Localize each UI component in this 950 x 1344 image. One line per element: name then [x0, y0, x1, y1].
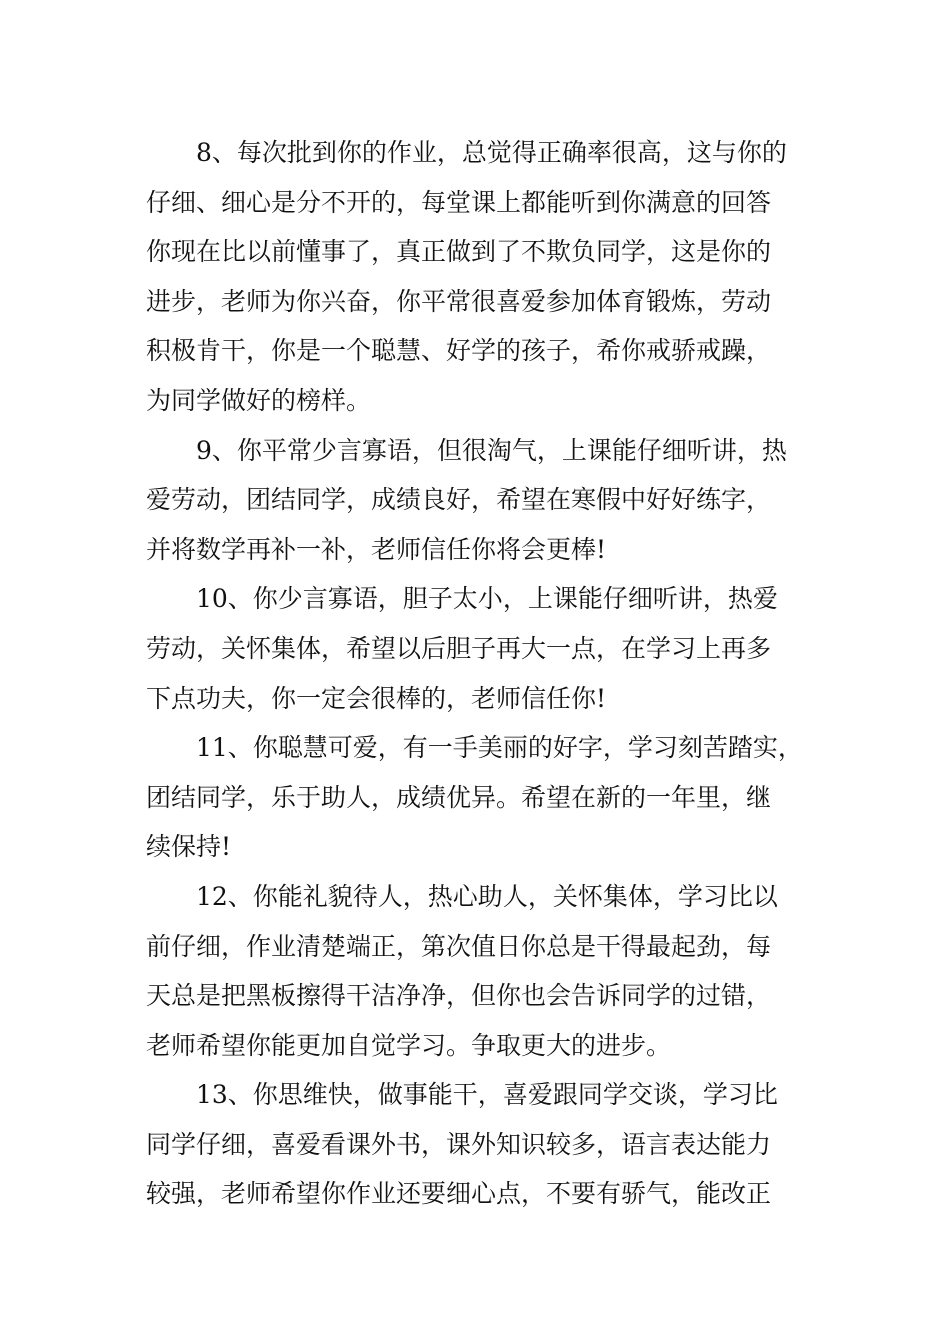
- text-line: 积极肯干，你是一个聪慧、好学的孩子，希你戒骄戒躁，: [146, 336, 772, 366]
- paragraph-12: [146, 872, 826, 1070]
- document-body: [146, 128, 826, 1219]
- text-line: 你现在比以前懂事了，真正做到了不欺负同学，这是你的: [146, 237, 772, 267]
- text-line: 下点功夫，你一定会很棒的，老师信任你!: [146, 683, 607, 713]
- text-line: 并将数学再补一补，老师信任你将会更棒!: [146, 534, 607, 564]
- paragraph-13: [146, 1070, 826, 1219]
- text-line: 续保持!: [146, 832, 232, 862]
- text-line: 前仔细，作业清楚端正，第次值日你总是干得最起劲，每: [146, 931, 772, 961]
- text-line: 劳动，关怀集体，希望以后胆子再大一点，在学习上再多: [146, 633, 772, 663]
- paragraph-8: [146, 128, 826, 426]
- text-line: 仔细、细心是分不开的，每堂课上都能听到你满意的回答: [146, 187, 772, 217]
- paragraph-9: [146, 426, 826, 575]
- text-line: 为同学做好的榜样。: [146, 385, 372, 415]
- text-line: 9、你平常少言寡语，但很淘气，上课能仔细听讲，热: [196, 435, 787, 465]
- text-line: 进步，老师为你兴奋，你平常很喜爱参加体育锻炼，劳动: [146, 286, 772, 316]
- text-line: 13、你思维快，做事能干，喜爱跟同学交谈，学习比: [196, 1080, 778, 1110]
- text-line: 天总是把黑板擦得干洁净净，但你也会告诉同学的过错，: [146, 981, 772, 1011]
- text-line: 老师希望你能更加自觉学习。争取更大的进步。: [146, 1030, 672, 1060]
- text-line: 10、你少言寡语，胆子太小，上课能仔细听讲，热爱: [196, 584, 778, 614]
- paragraph-11: [146, 723, 826, 872]
- text-line: 团结同学，乐于助人，成绩优异。希望在新的一年里，继: [146, 782, 772, 812]
- text-line: 11、你聪慧可爱，有一手美丽的好字，学习刻苦踏实，: [196, 733, 803, 763]
- text-line: 爱劳动，团结同学，成绩良好，希望在寒假中好好练字，: [146, 485, 772, 515]
- text-line: 同学仔细，喜爱看课外书，课外知识较多，语言表达能力: [146, 1129, 772, 1159]
- text-line: 8、每次批到你的作业，总觉得正确率很高，这与你的: [196, 138, 787, 167]
- paragraph-10: [146, 574, 826, 723]
- text-line: 12、你能礼貌待人，热心助人，关怀集体，学习比以: [196, 881, 778, 911]
- text-line: 较强，老师希望你作业还要细心点，不要有骄气，能改正: [146, 1179, 772, 1209]
